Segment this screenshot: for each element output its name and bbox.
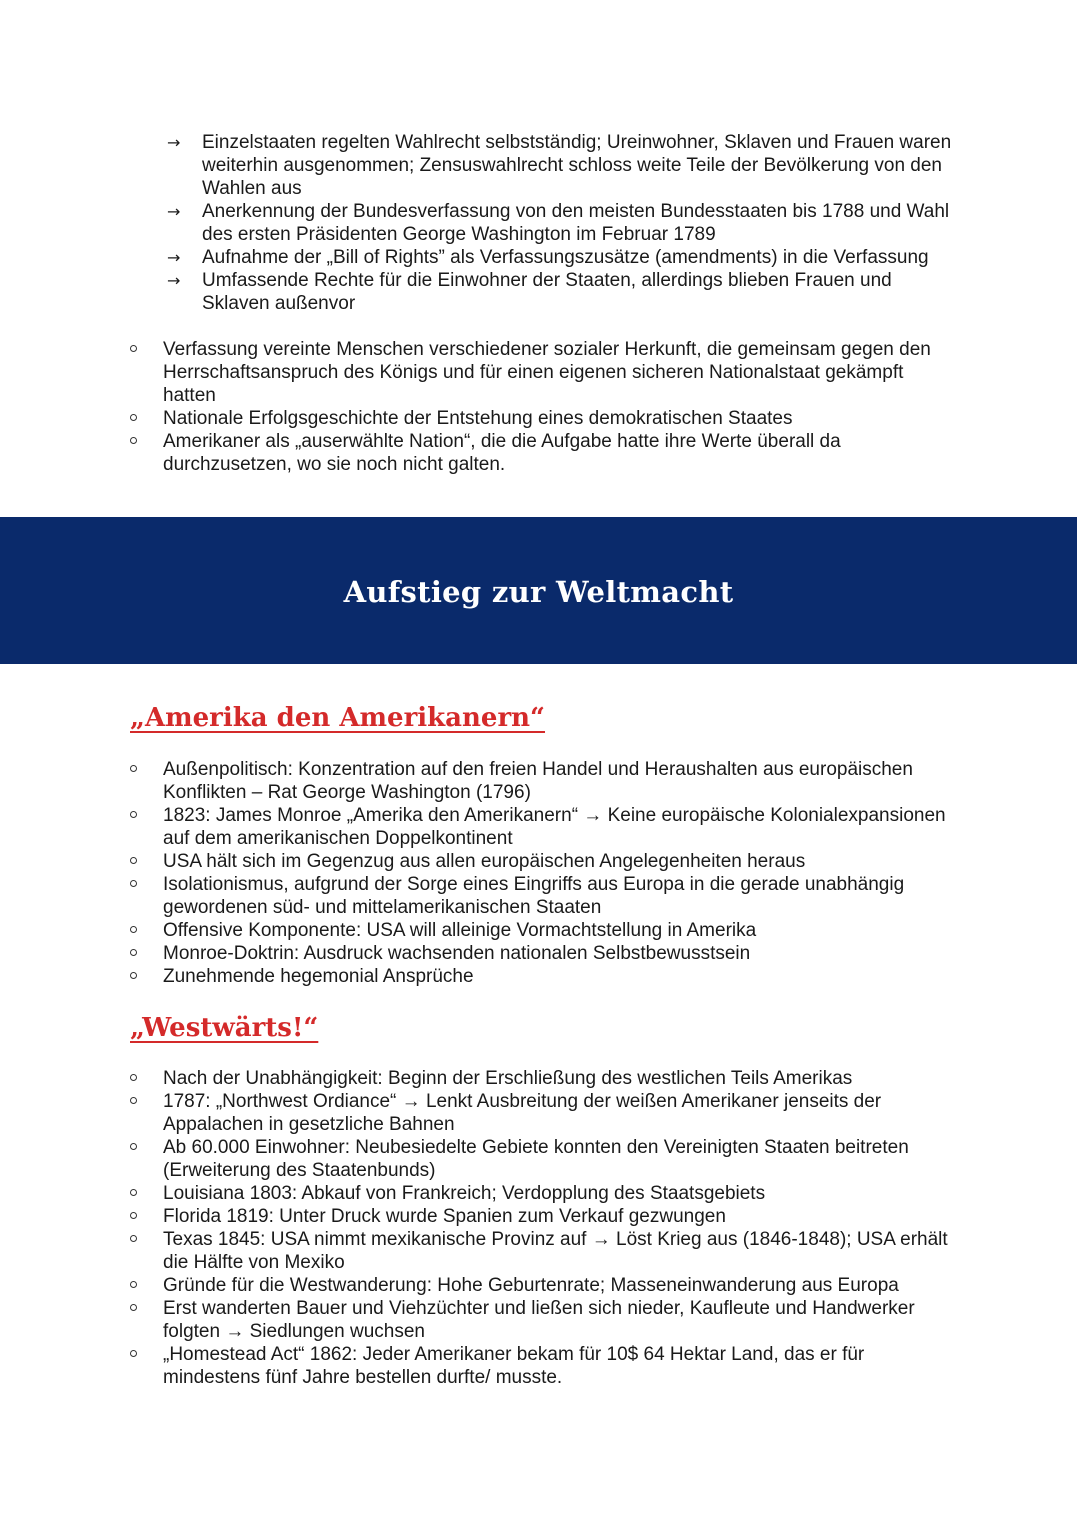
circle-bullet-icon — [130, 1143, 137, 1150]
arrow-item-text: Aufnahme der „Bill of Rights” als Verfassungszusätze (amendments) in die Verfassung — [202, 247, 929, 268]
circle-bullet-icon — [130, 880, 137, 887]
arrow-item — [167, 269, 957, 315]
circle-bullet-icon — [130, 1097, 137, 1104]
circle-bullet-icon — [130, 857, 137, 864]
list-item-text: Isolationismus, aufgrund der Sorge eines Eingriffs aus Europa in die gerade unabhängig gewordenen süd- und mittelamerikanischen Staaten — [163, 874, 905, 918]
list-item — [130, 1136, 960, 1182]
list-item — [130, 873, 960, 919]
list-item — [130, 942, 960, 965]
list-item-text: USA hält sich im Gegenzug aus allen europäischen Angelegenheiten heraus — [163, 851, 806, 872]
list-item — [130, 804, 960, 850]
arrow-item — [167, 246, 957, 269]
list-item — [130, 758, 960, 804]
list-item — [130, 1228, 960, 1274]
list-item — [130, 1067, 960, 1090]
list-item-text: Zunehmende hegemonial Ansprüche — [163, 966, 474, 987]
arrow-right-icon: → — [167, 271, 181, 290]
circle-bullet-icon — [130, 1235, 137, 1242]
section-amerika-list — [130, 758, 960, 988]
list-item-text: Amerikaner als „auserwählte Nation“, die die Aufgabe hatte ihre Werte überall da durchzusetzen, wo sie noch nicht galten. — [163, 431, 841, 475]
list-item-text: 1787: „Northwest Ordiance“ → Lenkt Ausbreitung der weißen Amerikaner jenseits der Appalachen in gesetzliche Bahnen — [163, 1091, 882, 1135]
circle-bullet-icon — [130, 811, 137, 818]
section-heading-amerika: „Amerika den Amerikanern“ — [130, 703, 546, 733]
top-bullet-list — [130, 338, 960, 476]
list-item — [130, 407, 960, 430]
arrow-item — [167, 131, 957, 200]
list-item — [130, 850, 960, 873]
chapter-title: Aufstieg zur Weltmacht — [343, 575, 734, 609]
circle-bullet-icon — [130, 949, 137, 956]
list-item-text: Offensive Komponente: USA will alleinige Vormachtstellung in Amerika — [163, 920, 757, 941]
circle-bullet-icon — [130, 1074, 137, 1081]
arrow-item-text: Anerkennung der Bundesverfassung von den meisten Bundesstaaten bis 1788 und Wahl des ersten Präsidenten George Washington im Februar 1789 — [202, 201, 950, 245]
circle-bullet-icon — [130, 1212, 137, 1219]
arrow-item-text: Einzelstaaten regelten Wahlrecht selbstständig; Ureinwohner, Sklaven und Frauen waren weiterhin ausgenommen; Zensuswahlrecht schloss weite Teile der Bevölkerung von den Wahlen aus — [202, 132, 952, 199]
chapter-banner — [0, 517, 1077, 664]
list-item — [130, 965, 960, 988]
list-item-text: Florida 1819: Unter Druck wurde Spanien zum Verkauf gezwungen — [163, 1206, 726, 1227]
arrow-item-text: Umfassende Rechte für die Einwohner der Staaten, allerdings blieben Frauen und Sklaven außenvor — [202, 270, 892, 314]
circle-bullet-icon — [130, 1281, 137, 1288]
list-item-text: Außenpolitisch: Konzentration auf den freien Handel und Heraushalten aus europäischen Konflikten – Rat George Washington (1796) — [163, 759, 913, 803]
arrow-right-icon: → — [167, 248, 181, 267]
list-item-text: Louisiana 1803: Abkauf von Frankreich; Verdopplung des Staatsgebiets — [163, 1183, 766, 1204]
section-westwaerts-list — [130, 1067, 960, 1389]
list-item-text: Ab 60.000 Einwohner: Neubesiedelte Gebiete konnten den Vereinigten Staaten beitreten (Erweiterung des Staatenbunds) — [163, 1137, 909, 1181]
circle-bullet-icon — [130, 765, 137, 772]
list-item — [130, 1343, 960, 1389]
arrow-item — [167, 200, 957, 246]
list-item-text: „Homestead Act“ 1862: Jeder Amerikaner bekam für 10$ 64 Hektar Land, das er für mindestens fünf Jahre bestellen durfte/ musste. — [163, 1344, 865, 1388]
circle-bullet-icon — [130, 926, 137, 933]
section-heading-westwaerts: „Westwärts!“ — [130, 1013, 319, 1043]
list-item — [130, 430, 960, 476]
list-item — [130, 1205, 960, 1228]
list-item-text: Erst wanderten Bauer und Viehzüchter und ließen sich nieder, Kaufleute und Handwerker folgten → Siedlungen wuchsen — [163, 1298, 915, 1342]
list-item — [130, 1182, 960, 1205]
arrow-right-icon: → — [167, 133, 181, 152]
list-item-text: Verfassung vereinte Menschen verschiedener sozialer Herkunft, die gemeinsam gegen den Herrschaftsanspruch des Königs und für einen eigenen sicheren Nationalstaat gekämpft hatten — [163, 339, 931, 406]
list-item-text: 1823: James Monroe „Amerika den Amerikanern“ → Keine europäische Kolonialexpansionen auf dem amerikanischen Doppelkontinent — [163, 805, 946, 849]
circle-bullet-icon — [130, 345, 137, 352]
list-item-text: Gründe für die Westwanderung: Hohe Geburtenrate; Masseneinwanderung aus Europa — [163, 1275, 899, 1296]
circle-bullet-icon — [130, 1350, 137, 1357]
circle-bullet-icon — [130, 1304, 137, 1311]
list-item — [130, 919, 960, 942]
circle-bullet-icon — [130, 437, 137, 444]
arrow-list — [167, 131, 957, 315]
circle-bullet-icon — [130, 414, 137, 421]
list-item — [130, 1297, 960, 1343]
list-item-text: Monroe-Doktrin: Ausdruck wachsenden nationalen Selbstbewusstsein — [163, 943, 751, 964]
circle-bullet-icon — [130, 972, 137, 979]
list-item-text: Texas 1845: USA nimmt mexikanische Provinz auf → Löst Krieg aus (1846-1848); USA erhält die Hälfte von Mexiko — [163, 1229, 948, 1273]
list-item — [130, 338, 960, 407]
list-item — [130, 1274, 960, 1297]
arrow-right-icon: → — [167, 202, 181, 221]
circle-bullet-icon — [130, 1189, 137, 1196]
list-item-text: Nach der Unabhängigkeit: Beginn der Erschließung des westlichen Teils Amerikas — [163, 1068, 853, 1089]
list-item — [130, 1090, 960, 1136]
list-item-text: Nationale Erfolgsgeschichte der Entstehung eines demokratischen Staates — [163, 408, 793, 429]
